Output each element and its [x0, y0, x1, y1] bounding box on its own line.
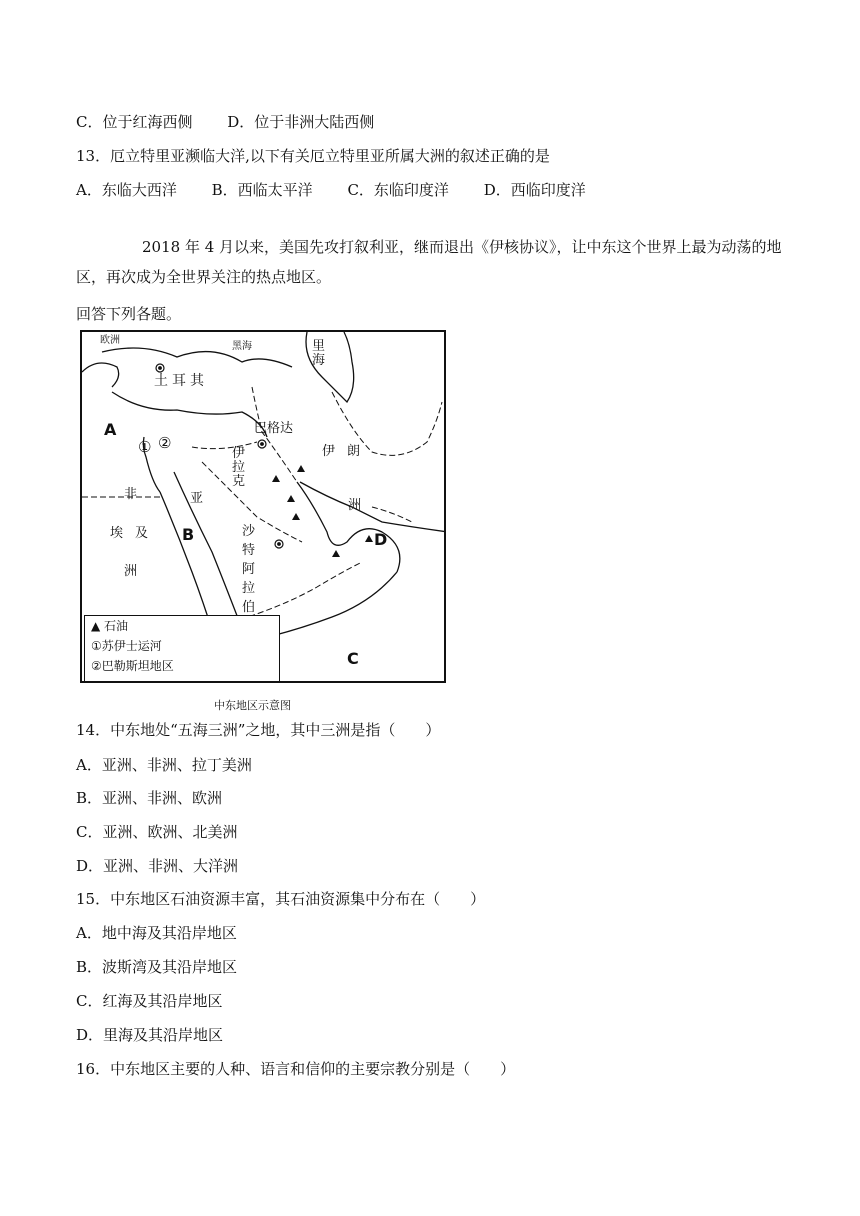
map-letter-c: C	[347, 649, 359, 668]
q13-options-row	[76, 180, 616, 200]
q13-option-c: C．东临印度洋	[347, 181, 449, 199]
q13-option-d: D．西临印度洋	[483, 181, 586, 199]
q14-option-c: C．亚洲、欧洲、北美洲	[76, 823, 238, 841]
middle-east-map	[80, 330, 446, 683]
legend-palestine: ②巴勒斯坦地区	[91, 659, 174, 673]
map-label-europe: 欧洲	[100, 335, 120, 346]
q13-stem: 13．厄立特里亚濒临大洋,以下有关厄立特里亚所属大洲的叙述正确的是	[76, 147, 550, 165]
map-label-caspian: 里海	[312, 339, 326, 368]
q16-stem: 16．中东地区主要的人种、语言和信仰的主要宗教分别是（ ）	[76, 1060, 516, 1078]
q12-options-row	[76, 112, 404, 132]
q12-option-d: D．位于非洲大陆西侧	[227, 113, 375, 131]
q15-option-b: B．波斯湾及其沿岸地区	[76, 958, 238, 976]
map-label-turkey: 土耳其	[154, 373, 208, 389]
map-marker-suez: ①	[138, 438, 152, 456]
q13-option-a: A．东临大西洋	[76, 181, 177, 199]
q15-option-d: D．里海及其沿岸地区	[76, 1026, 224, 1044]
map-legend	[84, 615, 280, 683]
map-label-egypt: 埃及	[110, 526, 161, 541]
map-letter-b: B	[182, 525, 195, 544]
map-label-asia-ya: 亚	[190, 491, 204, 506]
passage: 2018 年 4 月以来，美国先攻打叙利亚，继而退出《伊核协议》，让中东这个世界上最为动荡的地区，再次成为全世界关注的热点地区。	[76, 238, 782, 286]
map-letter-d: D	[374, 530, 388, 549]
map-label-iraq: 伊拉克	[232, 446, 246, 489]
q15-option-c: C．红海及其沿岸地区	[76, 992, 223, 1010]
map-letter-a: A	[104, 420, 117, 439]
oil-icon: ▲	[91, 619, 105, 633]
map-marker-palestine: ②	[158, 434, 172, 452]
map-label-asia-zhou: 洲	[348, 498, 362, 513]
q14-option-b: B．亚洲、非洲、欧洲	[76, 789, 223, 807]
map-label-saudi: 沙特阿拉伯	[242, 524, 256, 615]
map-label-baghdad: 巴格达	[254, 421, 294, 436]
q15-option-a: A．地中海及其沿岸地区	[76, 924, 237, 942]
q14-stem: 14．中东地处“五海三洲”之地，其中三洲是指（ ）	[76, 721, 441, 739]
q12-option-c: C．位于红海西侧	[76, 113, 193, 131]
legend-suez: ①苏伊士运河	[91, 639, 162, 653]
q14-option-d: D．亚洲、非洲、大洋洲	[76, 857, 239, 875]
instruction: 回答下列各题。	[76, 305, 182, 323]
map-label-iran: 伊朗	[322, 444, 373, 459]
q15-stem: 15．中东地区石油资源丰富，其石油资源集中分布在（ ）	[76, 890, 486, 908]
q13-option-b: B．西临太平洋	[211, 181, 313, 199]
map-label-africa-fei: 非	[124, 487, 138, 502]
map-caption: 中东地区示意图	[214, 699, 291, 712]
map-label-africa-zhou: 洲	[124, 564, 138, 579]
map-label-black-sea: 黑海	[232, 341, 252, 352]
q14-option-a: A．亚洲、非洲、拉丁美洲	[76, 756, 252, 774]
legend-oil: ▲ 石油	[91, 619, 129, 633]
